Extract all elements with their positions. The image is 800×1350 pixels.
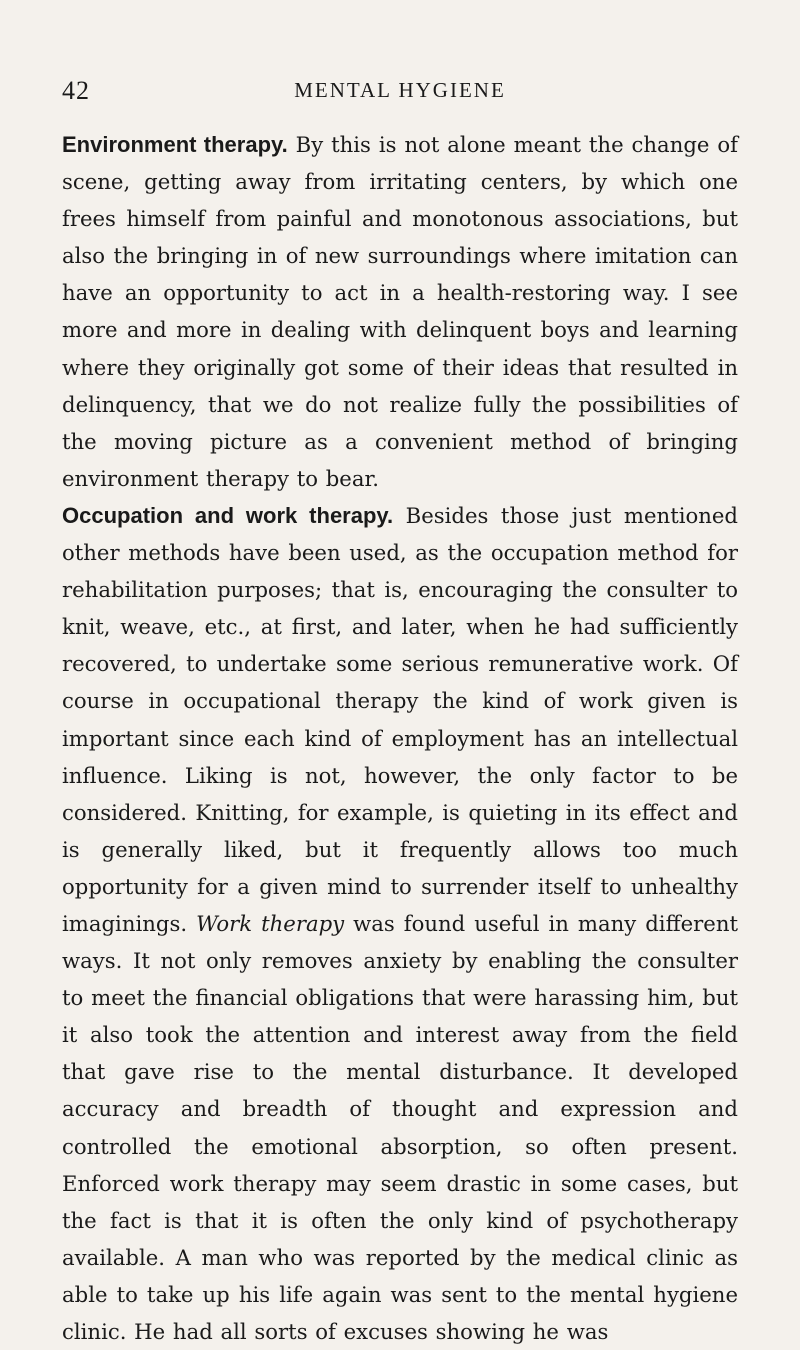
body-text: [62, 126, 738, 1350]
paragraph-text: Besides those just mentioned other methods have been used, as the occupation method for rehabilitation purposes; that is, encouraging the consulter to knit, weave, etc., at first, and later, when he had sufficiently recovered, to undertake some serious remunerative work. Of course in occupational therapy the kind of work given is important since each kind of employment has an intellectual influence. Liking is not, however, the only factor to be considered. Knitting, for example, is quieting in its effect and is generally liked, but it frequently allows too much opportunity for a given mind to surrender itself to unhealthy imaginings.: [62, 502, 738, 936]
paragraph-occupation-therapy: [62, 497, 738, 1350]
page-number: 42: [62, 76, 90, 105]
paragraph-text: By this is not alone meant the change of scene, getting away from irritating centers, by which one frees himself from painful and monotonous associations, but also the bringing in of new surroundings where imitation can have an opportunity to act in a health-restoring way. I see more and more in dealing with delinquent boys and learning where they originally got some of their ideas that resulted in delinquency, that we do not realize fully the possibilities of the moving picture as a convenient method of bringing environment therapy to bear.: [62, 132, 738, 491]
italic-term: Work therapy: [196, 910, 345, 936]
paragraph-environment-therapy: [62, 126, 738, 497]
page-header: [62, 76, 738, 106]
section-heading-environment-therapy: Environment therapy.: [62, 132, 288, 157]
running-head: MENTAL HYGIENE: [294, 78, 506, 102]
paragraph-text-continued: was found useful in many different ways. It not only removes anxiety by enabling the consulter to meet the financial obligations that were harassing him, but it also took the attention and interest away from the field that gave rise to the mental disturbance. It developed accuracy and breadth of thought and expression and controlled the emotional absorption, so often present. Enforced work therapy may seem drastic in some cases, but the fact is that it is often the only kind of psychotherapy available. A man who was reported by the medical clinic as able to take up his life again was sent to the mental hygiene clinic. He had all sorts of excuses showing he was: [62, 910, 738, 1344]
section-heading-occupation-therapy: Occupation and work therapy.: [62, 502, 394, 528]
